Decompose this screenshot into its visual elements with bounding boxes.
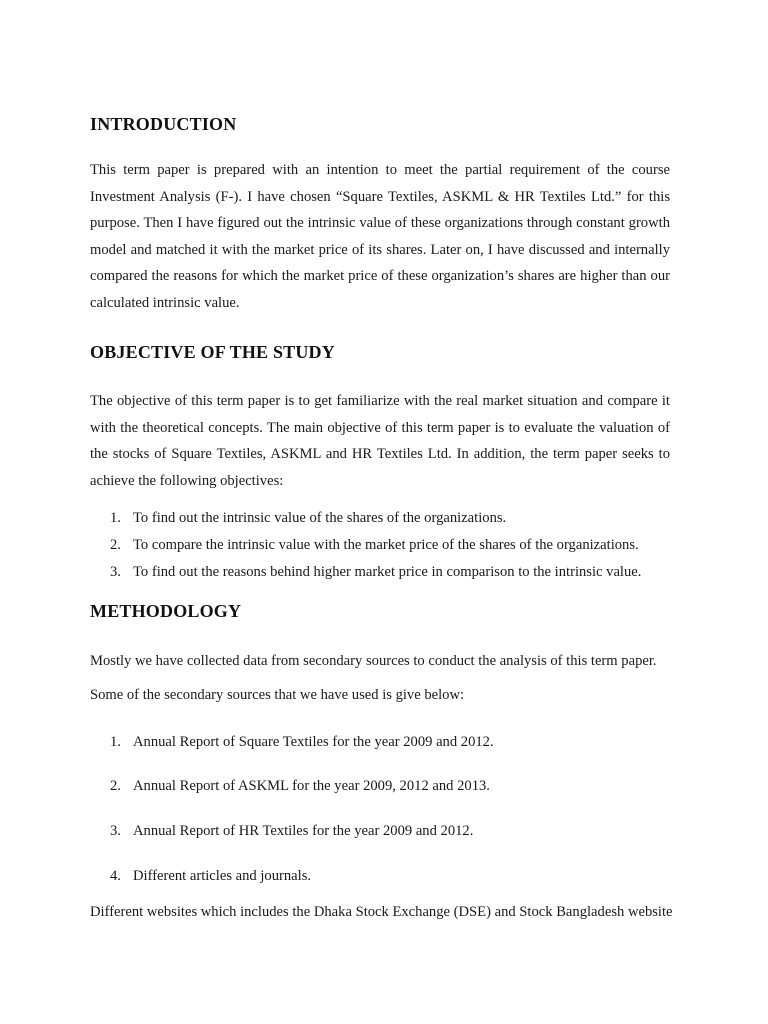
list-text: To find out the reasons behind higher market price in comparison to the intrinsic value. [133,564,642,580]
list-number: 1. [110,734,121,750]
list-text: Annual Report of Square Textiles for the year 2009 and 2012. [133,734,494,750]
methodology-heading: METHODOLOGY [90,601,242,621]
list-number: 3. [110,823,121,839]
list-number: 2. [110,778,121,794]
list-text: Annual Report of ASKML for the year 2009, 2012 and 2013. [133,778,490,794]
list-text: To find out the intrinsic value of the shares of the organizations. [133,510,507,526]
list-text: Annual Report of HR Textiles for the year 2009 and 2012. [133,823,474,839]
methodology-line-1: Mostly we have collected data from secondary sources to conduct the analysis of this term paper. [90,653,657,669]
introduction-paragraph: This term paper is prepared with an intention to meet the partial requirement of the course Investment Analysis (F-). I have chosen “Square Textiles, ASKML & HR Textiles Ltd.” for this purpose. Then I have figured out the intrinsic value of these organizations through constant growth model and matched it with the market price of its shares. Later on, I have discussed and internally compared the reasons for which the market price of these organization’s shares are higher than our calculated intrinsic value. [90,162,670,311]
objective-paragraph: The objective of this term paper is to get familiarize with the real market situation and compare it with the theoretical concepts. The main objective of this term paper is to evaluate the valuation of the stocks of Square Textiles, ASKML and HR Textiles Ltd. In addition, the term paper seeks to achieve the following objectives: [90,393,670,489]
list-number: 3. [110,564,121,580]
websites-line: Different websites which includes the Dhaka Stock Exchange (DSE) and Stock Bangladesh website [90,904,673,920]
list-number: 1. [110,510,121,526]
methodology-line-2: Some of the secondary sources that we have used is give below: [90,687,465,703]
list-number: 4. [110,868,121,884]
objective-heading: OBJECTIVE OF THE STUDY [90,342,335,362]
list-number: 2. [110,537,121,553]
list-text: Different articles and journals. [133,868,312,884]
introduction-heading: INTRODUCTION [90,114,237,134]
list-text: To compare the intrinsic value with the market price of the shares of the organizations. [133,537,639,553]
